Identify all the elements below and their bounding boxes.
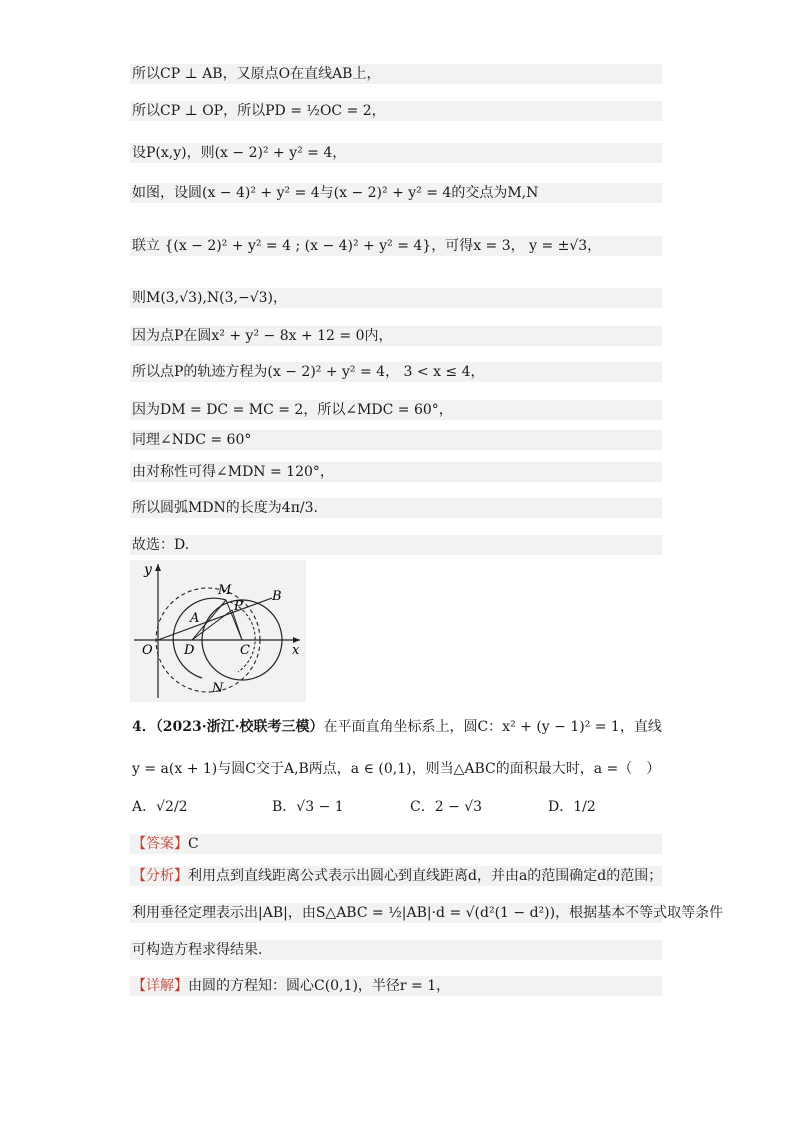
analysis-line-2: 利用垂径定理表示出|AB|，由S△ABC = ½|AB|·d = √(d²(1 − d²))，根据基本不等式取等条件 xyxy=(132,905,724,921)
geometry-diagram xyxy=(130,560,306,702)
solution-line-9: 因为DM = DC = MC = 2，所以∠MDC = 60°， xyxy=(130,400,662,420)
solution-line-7: 因为点P在圆x² + y² − 8x + 12 = 0内， xyxy=(130,326,662,346)
analysis-tag: 【分析】 xyxy=(132,868,188,884)
choice-a: A．√2/2 xyxy=(132,799,188,815)
analysis-line-1 xyxy=(130,866,662,886)
choice-d: D．1/2 xyxy=(548,799,596,815)
label-a: A xyxy=(190,611,200,626)
label-d: D xyxy=(184,643,195,658)
question-stem-1: 在平面直角坐标系上，圆C：x² + (y − 1)² = 1，直线 xyxy=(323,719,662,735)
solution-line-5: 联立 {(x − 2)² + y² = 4 ; (x − 4)² + y² = 4}，可得x = 3， y = ±√3， xyxy=(130,236,662,256)
question-source: （2023·浙江·校联考三模） xyxy=(155,719,324,735)
detail-line xyxy=(130,976,662,996)
answer-line xyxy=(130,834,662,854)
label-x: x xyxy=(292,643,300,658)
solution-line-2: 所以CP ⊥ OP，所以PD = ½OC = 2， xyxy=(130,101,662,121)
solution-line-11: 由对称性可得∠MDN = 120°， xyxy=(130,462,662,482)
solution-line-4: 如图，设圆(x − 4)² + y² = 4与(x − 2)² + y² = 4的交点为M,N xyxy=(130,183,662,203)
answer-tag: 【答案】 xyxy=(132,836,188,852)
solution-line-10: 同理∠NDC = 60° xyxy=(130,430,662,450)
solid-arc-d xyxy=(173,598,226,678)
analysis-text-1: 利用点到直线距离公式表示出圆心到直线距离d，并由a的范围确定d的范围； xyxy=(188,868,663,884)
solution-line-6: 则M(3,√3),N(3,−√3)， xyxy=(130,288,662,308)
label-p: P xyxy=(234,599,243,614)
solution-line-8: 所以点P的轨迹方程为(x − 2)² + y² = 4， 3 < x ≤ 4， xyxy=(130,362,662,382)
geometry-figure xyxy=(130,560,306,702)
solution-line-13: 故选：D. xyxy=(130,535,662,555)
question-number: 4． xyxy=(132,719,156,735)
label-m: M xyxy=(218,583,232,598)
label-n: N xyxy=(212,681,224,696)
question-stem-2: y = a(x + 1)与圆C交于A,B两点，a ∈ (0,1)，则当△ABC的面积最大时，a =（ ） xyxy=(132,761,661,777)
label-o: O xyxy=(142,643,153,658)
question-4-line1 xyxy=(132,716,662,736)
choice-b: B．√3 − 1 xyxy=(272,799,344,815)
answer-value: C xyxy=(188,836,199,852)
y-axis-arrow xyxy=(155,564,161,571)
solution-line-12: 所以圆弧MDN的长度为4π/3. xyxy=(130,498,662,518)
solution-line-1: 所以CP ⊥ AB，又原点O在直线AB上， xyxy=(130,64,662,84)
detail-tag: 【详解】 xyxy=(132,978,188,994)
label-b: B xyxy=(272,589,282,604)
solution-line-3: 设P(x,y)，则(x − 2)² + y² = 4， xyxy=(130,143,662,163)
choice-c: C．2 − √3 xyxy=(410,799,483,815)
label-y: y xyxy=(144,562,152,578)
label-c: C xyxy=(240,643,250,658)
analysis-line-3: 可构造方程求得结果. xyxy=(130,940,662,960)
detail-text: 由圆的方程知：圆心C(0,1)，半径r = 1， xyxy=(188,978,451,994)
